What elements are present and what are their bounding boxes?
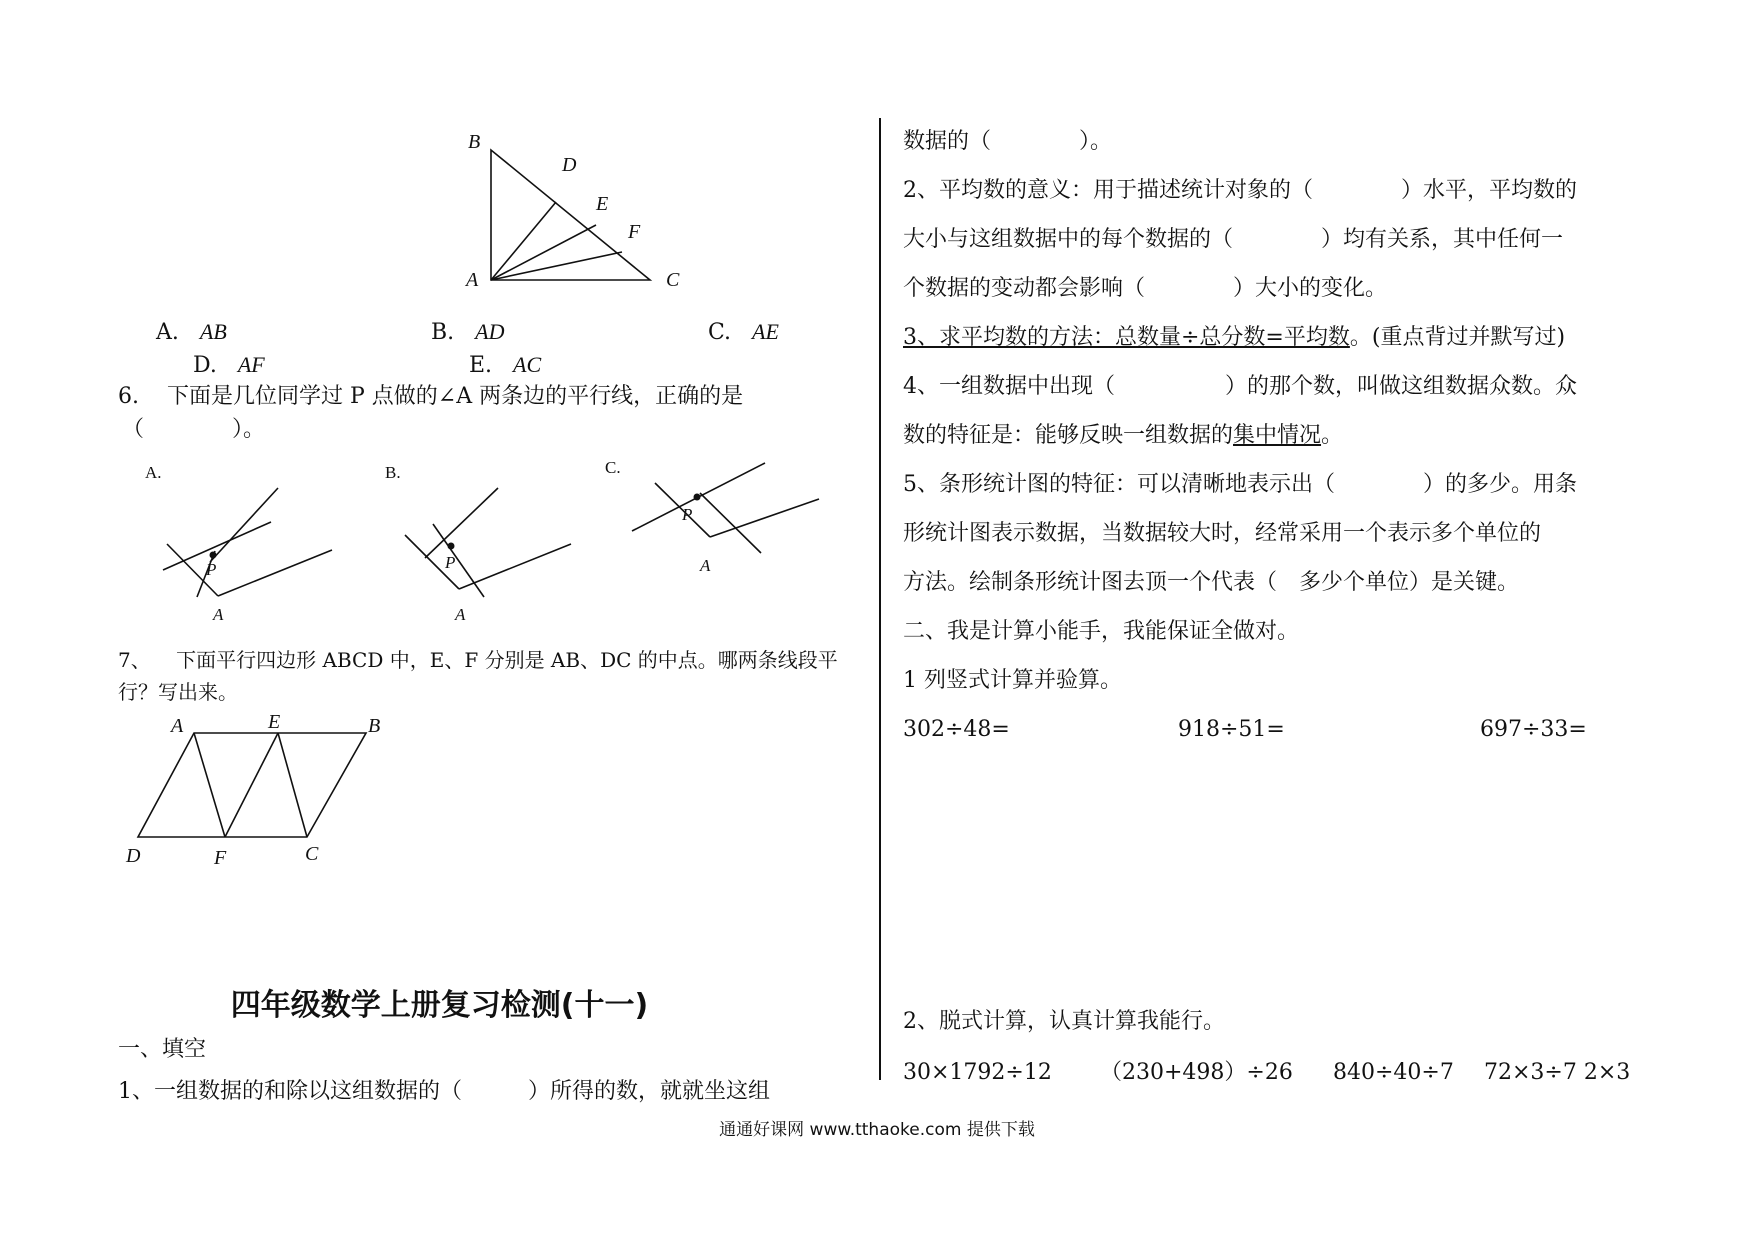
- parallel-figure-b: [385, 460, 595, 630]
- section-2-heading: 二、我是计算小能手，我能保证全做对。: [903, 619, 1300, 644]
- triangle-figure: [460, 130, 700, 300]
- option-b: B. AD: [431, 319, 505, 345]
- calc-sub-1: 1 列竖式计算并验算。: [903, 668, 1122, 693]
- fig7-f: F: [214, 847, 227, 869]
- option-c: C. AE: [708, 319, 779, 345]
- option-e: E. AC: [469, 352, 542, 378]
- fig7-c: C: [305, 843, 319, 865]
- footer-credit: 通通好课网 www.tthaoke.com 提供下载: [719, 1120, 1035, 1140]
- fill-item-1: 1、一组数据的和除以这组数据的（ ）所得的数，就就坐这组: [118, 1079, 770, 1104]
- calc-problem-2: 918÷51=: [1178, 717, 1285, 742]
- label-c: C: [666, 269, 680, 291]
- stepwise-problem-1: 30×1792÷12: [903, 1060, 1052, 1085]
- parallelogram-figure: [118, 710, 408, 870]
- calc-problem-3: 697÷33=: [1480, 717, 1587, 742]
- label-d: D: [562, 154, 577, 176]
- section-1-heading: 一、填空: [118, 1037, 207, 1062]
- stepwise-problem-2: （230+498）÷26: [1100, 1060, 1293, 1085]
- label-e: E: [596, 193, 609, 215]
- fig-b-vertex: A: [455, 605, 466, 624]
- calc-problem-1: 302÷48=: [903, 717, 1010, 742]
- column-divider: [879, 118, 881, 1080]
- stepwise-problem-3: 840÷40÷7: [1333, 1060, 1454, 1085]
- fig-c-label: C.: [605, 458, 621, 477]
- fig7-e: E: [268, 711, 281, 733]
- fig7-b: B: [368, 715, 381, 737]
- label-b: B: [468, 131, 481, 153]
- fill-item-1-cont: 数据的（ ）。: [903, 129, 1113, 154]
- parallel-figure-c: [600, 455, 830, 595]
- calc-sub-2: 2、脱式计算，认真计算我能行。: [903, 1009, 1225, 1034]
- parallel-figure-a: [140, 460, 350, 630]
- stepwise-problem-4: 72×3÷7 2×3: [1484, 1060, 1631, 1085]
- fill-item-4-cont: 数的特征是：能够反映一组数据的集中情况。: [903, 423, 1344, 448]
- fill-item-2-cont-2: 个数据的变动都会影响（ ）大小的变化。: [903, 276, 1388, 301]
- fig-c-vertex: A: [700, 556, 711, 575]
- question-6: 6. 下面是几位同学过 P 点做的∠A 两条边的平行线，正确的是: [118, 384, 744, 409]
- option-a: A. AB: [156, 319, 227, 345]
- fill-item-5: 5、条形统计图的特征：可以清晰地表示出（ ）的多少。用条: [903, 472, 1577, 497]
- label-a: A: [466, 269, 479, 291]
- fill-item-2-cont-1: 大小与这组数据中的每个数据的（ ）均有关系，其中任何一: [903, 227, 1564, 252]
- question-7-cont: 行？写出来。: [118, 680, 238, 704]
- fig-c-p: P: [682, 505, 693, 524]
- fill-item-5-cont-2: 方法。绘制条形统计图去顶一个代表（ 多少个单位）是关键。: [903, 570, 1520, 595]
- fig-a-p: P: [206, 560, 217, 579]
- fill-item-5-cont-1: 形统计图表示数据，当数据较大时，经常采用一个表示多个单位的: [903, 521, 1542, 546]
- fig7-d: D: [126, 845, 141, 867]
- question-6-blank: （ ）。: [122, 417, 266, 442]
- fig-b-label: B.: [385, 463, 401, 482]
- fig-b-p: P: [445, 553, 456, 572]
- fill-item-2: 2、平均数的意义：用于描述统计对象的（ ）水平，平均数的: [903, 178, 1577, 203]
- option-d: D. AF: [193, 352, 265, 378]
- fig7-a: A: [171, 715, 184, 737]
- question-7: 7、 下面平行四边形 ABCD 中，E、F 分别是 AB、DC 的中点。哪两条线段平: [118, 648, 838, 672]
- label-f: F: [628, 221, 641, 243]
- fig-a-label: A.: [145, 463, 162, 482]
- fill-item-4: 4、一组数据中出现（ ）的那个数，叫做这组数据众数。众: [903, 374, 1577, 399]
- worksheet-title: 四年级数学上册复习检测(十一): [230, 988, 649, 1023]
- fill-item-3: 3、求平均数的方法：总数量÷总分数=平均数。(重点背过并默写过): [903, 325, 1566, 350]
- fig-a-vertex: A: [213, 605, 224, 624]
